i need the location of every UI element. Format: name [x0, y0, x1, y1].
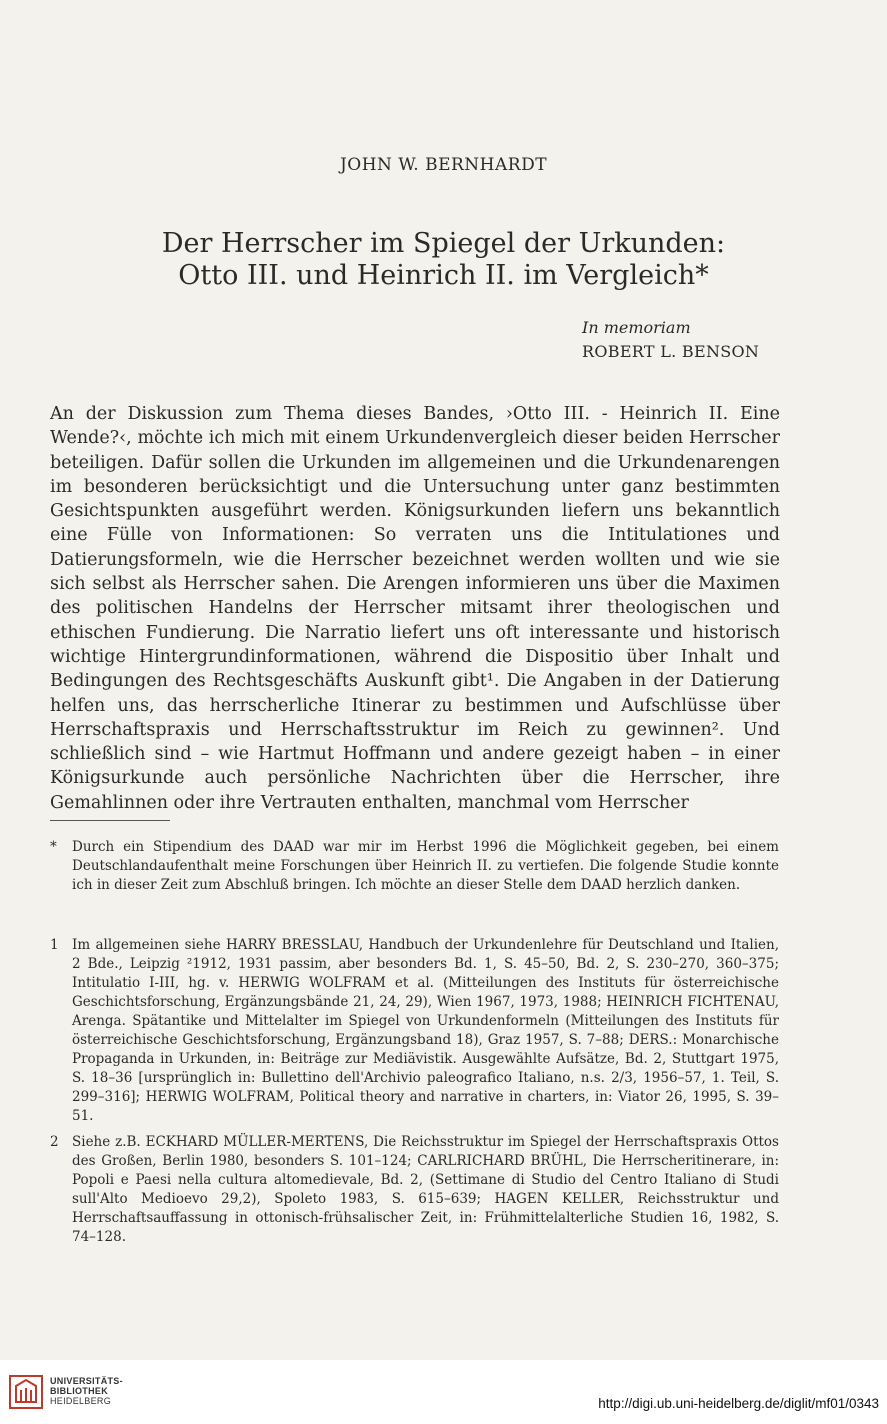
footnote-mark: 2 — [50, 1134, 59, 1150]
footnote-mark: 1 — [50, 937, 59, 953]
university-library-logo-icon — [8, 1374, 44, 1410]
library-name — [50, 1376, 123, 1406]
dedication-name: ROBERT L. BENSON — [582, 342, 760, 361]
article-author: JOHN W. BERNHARDT — [339, 155, 548, 175]
footnote-text: Siehe z.B. ECKHARD MÜLLER-MERTENS, Die Reichsstruktur im Spiegel der Herrschaftspraxis Ottos des Großen, Berlin 1980, besonders S. 101–124; CARLRICHARD BRÜHL, Die Herrscheritinerare, in: Popoli e Paesi nella cultura altomedievale, Bd. 2, (Settimane di Studio del Centro Italiano di Studi sull'Alto Medioevo 29,2), Spoleto 1983, S. 615–639; HAGEN KELLER, Reichsstruktur und Herrschaftsauffassung in ottonisch-frühsalischer Zeit, in: Frühmittelalterliche Studien 16, 1982, S. 74–128. — [72, 1134, 779, 1245]
title-line-2: Otto III. und Heinrich II. im Vergleich* — [178, 260, 709, 291]
body-paragraph: An der Diskussion zum Thema dieses Bandes, ›Otto III. - Heinrich II. Eine Wende?‹, möchte ich mich mit einem Urkundenvergleich dieser beiden Herrscher beteiligen. Dafür sollen die Urkunden im allgemeinen und die Urkundenarengen im besonderen berücksichtigt und die Untersuchung unter ganz bestimmten Gesichtspunkten ausgeführt werden. Königsurkunden liefern uns bekanntlich eine Fülle von Informationen: So verraten uns die Intitulationes und Datierungsformeln, wie die Herrscher bezeichnet werden wollten und wie sie sich selbst als Herrscher sahen. Die Arengen informieren uns über die Maximen des politischen Handelns der Herrscher mitsamt ihrer theologischen und ethischen Fundierung. Die Narratio liefert uns oft interessante und historisch wichtige Hintergrundinformationen, während die Dispositio über Inhalt und Bedingungen des Rechtsgeschäfts Auskunft gibt¹. Die Angaben in der Datierung helfen uns, das herrscherliche Itinerar zu bestimmen und Aufschlüsse über Herrschaftspraxis und Herrschaftsstruktur im Reich zu gewinnen². Und schließlich sind – wie Hartmut Hoffmann und andere gezeigt haben – in einer Königsurkunde auch persönliche Nachrichten über die Herrscher, ihre Gemahlinnen oder ihre Vertrauten enthalten, manchmal vom Herrscher — [50, 404, 780, 813]
footnote-divider — [50, 820, 170, 821]
library-name-line-2: BIBLIOTHEK — [50, 1386, 108, 1396]
footnote-mark: * — [50, 839, 57, 855]
footer-bar — [0, 1360, 887, 1424]
library-name-line-3: HEIDELBERG — [50, 1396, 112, 1406]
article-title — [60, 228, 827, 292]
library-name-line-1: UNIVERSITÄTS- — [50, 1376, 123, 1386]
footnote-text: Im allgemeinen siehe HARRY BRESSLAU, Handbuch der Urkundenlehre für Deutschland und Italien, 2 Bde., Leipzig ²1912, 1931 passim, aber besonders Bd. 1, S. 45–50, Bd. 2, S. 230–270, 360–375; Intitulatio I-III, hg. v. HERWIG WOLFRAM et al. (Mitteilungen des Instituts für österreichische Geschichtsforschung, Ergänzungsbände 21, 24, 29), Wien 1967, 1973, 1988; HEINRICH FICHTENAU, Arenga. Spätantike und Mittelalter im Spiegel von Urkundenformeln (Mitteilungen des Instituts für österreichische Geschichtsforschung, Ergänzungsband 18), Graz 1957, S. 7–88; DERS.: Monarchische Propaganda in Urkunden, in: Beiträge zur Mediävistik. Ausgewählte Aufsätze, Bd. 2, Stuttgart 1975, S. 18–36 [ursprünglich in: Bullettino dell'Archivio paleografico Italiano, n.s. 2/3, 1956–57, 1. Teil, S. 299–316]; HERWIG WOLFRAM, Political theory and narrative in charters, in: Viator 26, 1995, S. 39–51. — [72, 937, 779, 1124]
dedication-label: In memoriam — [582, 318, 691, 337]
footnote-text: Durch ein Stipendium des DAAD war mir im Herbst 1996 die Möglichkeit gegeben, bei einem Deutschlandaufenthalt meine Forschungen über Heinrich II. zu vertiefen. Die folgende Studie konnte ich in dieser Zeit zum Abschluß bringen. Ich möchte an dieser Stelle dem DAAD herzlich danken. — [72, 839, 779, 893]
footnote-2 — [50, 1133, 779, 1247]
permalink-url[interactable]: http://digi.ub.uni-heidelberg.de/diglit/mf01/0343 — [598, 1396, 879, 1411]
footnote-star — [50, 838, 779, 895]
title-line-1: Der Herrscher im Spiegel der Urkunden: — [161, 228, 726, 259]
footnote-1 — [50, 936, 779, 1126]
